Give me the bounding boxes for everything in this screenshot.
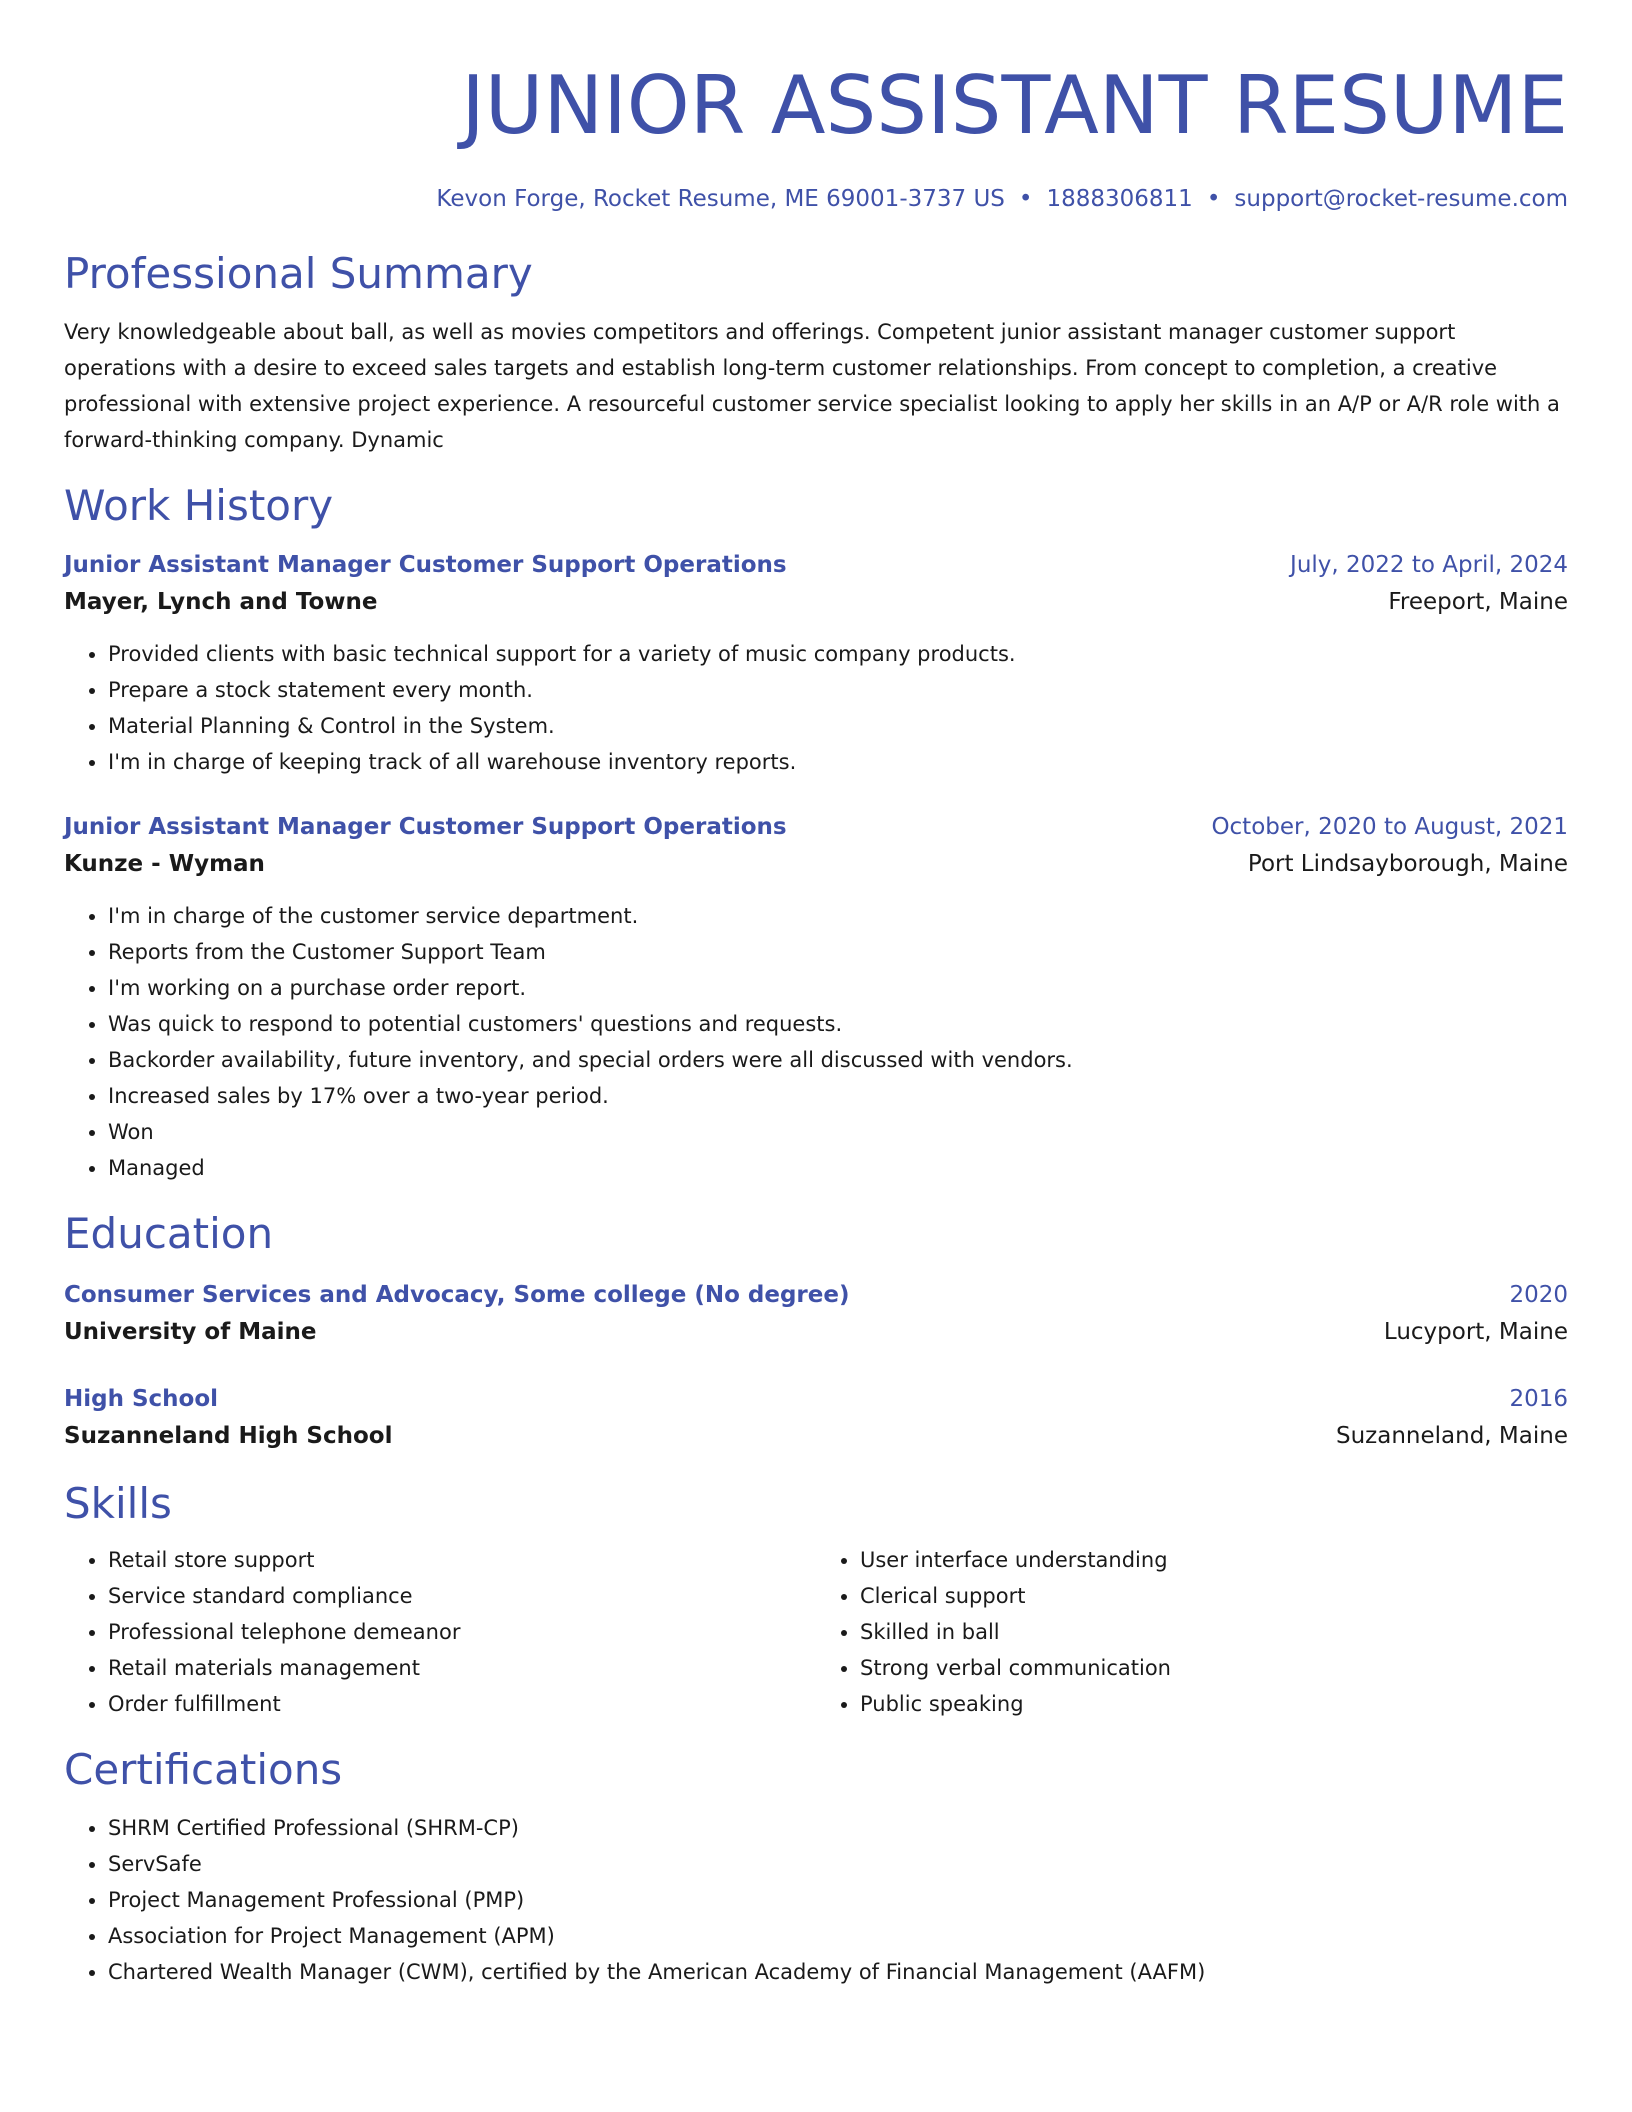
contact-email: support@rocket-resume.com	[1234, 186, 1568, 212]
job-dates: October, 2020 to August, 2021	[1211, 814, 1568, 840]
job-bullet: • Reports from the Customer Support Team	[108, 934, 1568, 970]
job-bullet: • Won	[108, 1114, 1568, 1150]
skills-list-right	[816, 1542, 1568, 1722]
contact-address: Kevon Forge, Rocket Resume, ME 69001-3737 US	[436, 186, 1005, 212]
job-bullets	[64, 898, 1568, 1186]
certification-item: • Chartered Wealth Manager (CWM), certified by the American Academy of Financial Management (AAFM)	[108, 1954, 1568, 1990]
skills-heading: Skills	[64, 1479, 172, 1528]
resume-header	[64, 58, 1568, 214]
skill-item: • Clerical support	[860, 1578, 1568, 1614]
job-title: Junior Assistant Manager Customer Support Operations	[64, 814, 787, 840]
work-history-heading: Work History	[64, 481, 334, 530]
skill-item: • Strong verbal communication	[860, 1650, 1568, 1686]
contact-separator: •	[1206, 186, 1221, 212]
job-company: Mayer, Lynch and Towne	[64, 589, 378, 615]
summary-section	[64, 248, 1568, 458]
certification-item: • Project Management Professional (PMP)	[108, 1882, 1568, 1918]
contact-line	[64, 184, 1568, 214]
certification-item: • ServSafe	[108, 1846, 1568, 1882]
job-bullet: • Provided clients with basic technical support for a variety of music company products.	[108, 636, 1568, 672]
job-location: Port Lindsayborough, Maine	[1247, 851, 1568, 877]
skills-list-left	[64, 1542, 816, 1722]
job-bullet: • I'm in charge of keeping track of all warehouse inventory reports.	[108, 744, 1568, 780]
job-dates: July, 2022 to April, 2024	[1290, 552, 1568, 578]
job-bullet: • I'm in charge of the customer service department.	[108, 898, 1568, 934]
certification-item: • Association for Project Management (APM)	[108, 1918, 1568, 1954]
skills-columns	[64, 1542, 1568, 1722]
summary-text: Very knowledgeable about ball, as well as movies competitors and offerings. Competent junior assistant manager customer support operations with a desire to exceed sales targets and establish long-term customer relationships. From concept to completion, a creative professional with extensive project experience. A resourceful customer service specialist looking to apply her skills in an A/P or A/R role with a forward-thinking company. Dynamic	[64, 320, 1560, 452]
contact-phone: 1888306811	[1046, 186, 1193, 212]
education-location: Lucyport, Maine	[1383, 1319, 1568, 1345]
skill-item: • Order fulfillment	[108, 1686, 816, 1722]
certification-item: • SHRM Certified Professional (SHRM-CP)	[108, 1810, 1568, 1846]
skill-item: • Professional telephone demeanor	[108, 1614, 816, 1650]
job-company: Kunze - Wyman	[64, 851, 265, 877]
contact-separator: •	[1018, 186, 1033, 212]
skills-section	[64, 1478, 1568, 1722]
skill-item: • Public speaking	[860, 1686, 1568, 1722]
skill-item: • Skilled in ball	[860, 1614, 1568, 1650]
certifications-list	[64, 1810, 1568, 1990]
education-degree: High School	[64, 1386, 219, 1412]
job-bullet: • Backorder availability, future inventory, and special orders were all discussed with vendors.	[108, 1042, 1568, 1078]
job-bullet: • Material Planning & Control in the System.	[108, 708, 1568, 744]
education-year: 2020	[1509, 1282, 1568, 1308]
job-title: Junior Assistant Manager Customer Support Operations	[64, 552, 787, 578]
skill-item: • Retail materials management	[108, 1650, 816, 1686]
education-school: University of Maine	[64, 1319, 317, 1345]
job-bullet: • Managed	[108, 1150, 1568, 1186]
job-entry	[64, 810, 1568, 1186]
job-bullets	[64, 636, 1568, 780]
summary-heading: Professional Summary	[64, 249, 533, 298]
education-year: 2016	[1509, 1386, 1568, 1412]
job-bullet: • Increased sales by 17% over a two-year period.	[108, 1078, 1568, 1114]
education-heading: Education	[64, 1209, 274, 1258]
skill-item: • Service standard compliance	[108, 1578, 816, 1614]
job-bullet: • Prepare a stock statement every month.	[108, 672, 1568, 708]
certifications-heading: Certifications	[64, 1745, 343, 1794]
skill-item: • Retail store support	[108, 1542, 816, 1578]
job-bullet: • I'm working on a purchase order report.	[108, 970, 1568, 1006]
education-entry	[64, 1382, 1568, 1456]
education-section	[64, 1208, 1568, 1456]
work-history-section	[64, 480, 1568, 1186]
job-entry	[64, 548, 1568, 780]
education-degree: Consumer Services and Advocacy, Some college (No degree)	[64, 1282, 850, 1308]
certifications-section	[64, 1744, 1568, 1990]
skill-item: • User interface understanding	[860, 1542, 1568, 1578]
education-entry	[64, 1278, 1568, 1352]
education-location: Suzanneland, Maine	[1336, 1423, 1568, 1449]
job-bullet: • Was quick to respond to potential customers' questions and requests.	[108, 1006, 1568, 1042]
job-location: Freeport, Maine	[1388, 589, 1568, 615]
education-school: Suzanneland High School	[64, 1423, 393, 1449]
resume-title: JUNIOR ASSISTANT RESUME	[461, 59, 1568, 152]
